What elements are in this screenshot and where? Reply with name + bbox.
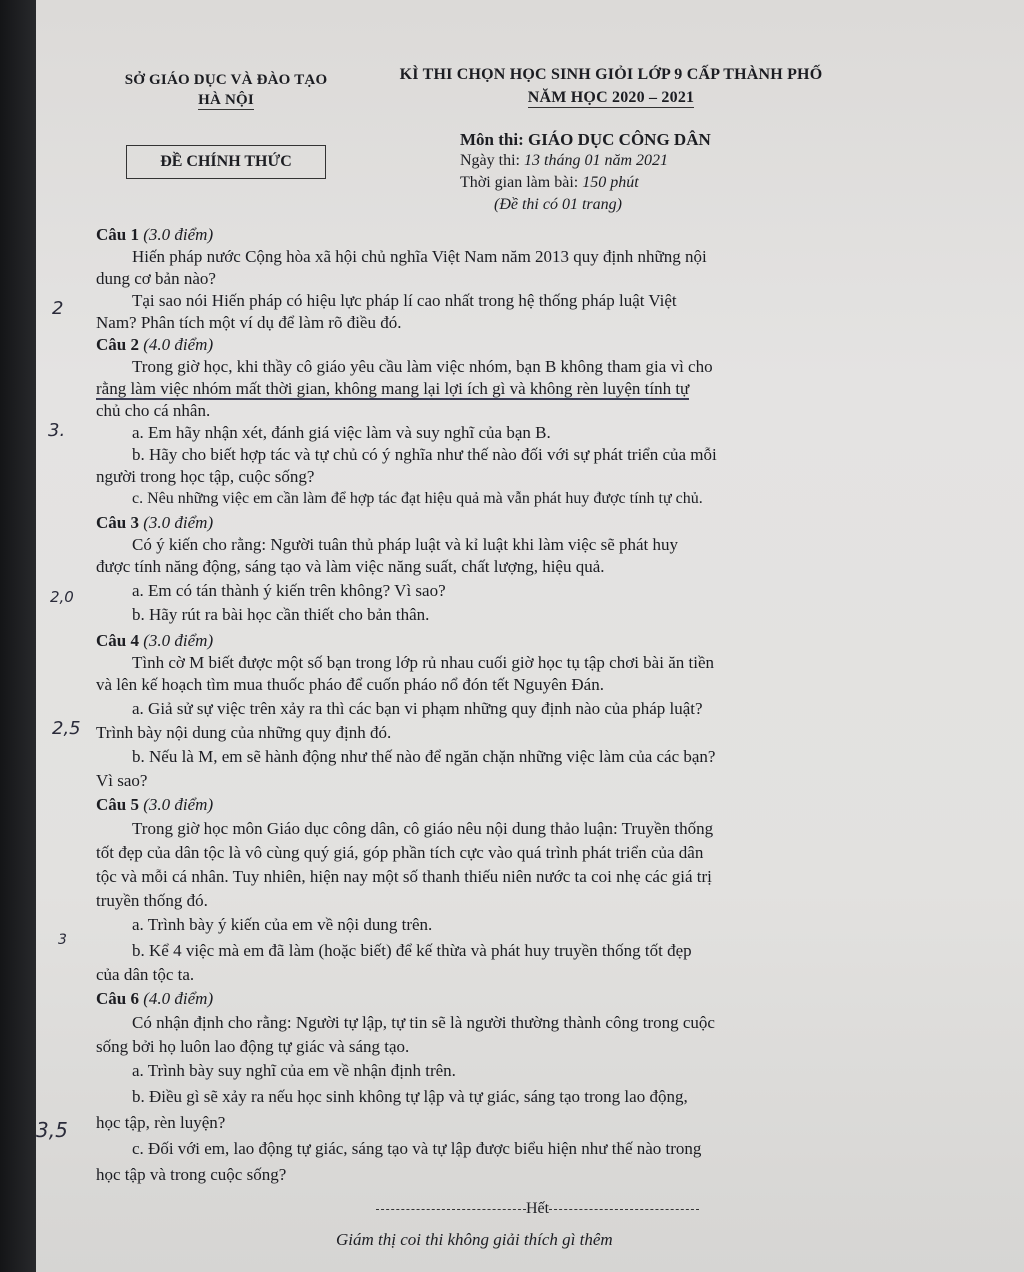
question-5-heading <box>96 794 896 816</box>
time-line <box>460 174 639 192</box>
question-3-line-4: b. Hãy rút ra bài học cần thiết cho bản thân. <box>132 605 430 624</box>
question-3-points: (3.0 điểm) <box>143 513 214 532</box>
background-edge <box>0 0 40 1272</box>
question-5-line-1: Trong giờ học môn Giáo dục công dân, cô giáo nêu nội dung thảo luận: Truyền thống <box>132 819 714 838</box>
question-1-line-4: Nam? Phân tích một ví dụ để làm rõ điều đó. <box>96 313 402 332</box>
handwritten-score-6: 3,5 <box>36 1118 68 1142</box>
question-1-title: Câu 1 <box>96 225 139 244</box>
time-value: 150 phút <box>582 174 639 191</box>
city-name-text: HÀ NỘI <box>198 92 254 108</box>
department-name: SỞ GIÁO DỤC VÀ ĐÀO TẠO <box>124 72 328 88</box>
handwritten-score-5: 3 <box>58 932 67 948</box>
handwritten-score-2: 3. <box>48 420 66 441</box>
question-2-line-3: chủ cho cá nhân. <box>96 401 211 420</box>
city-name <box>106 92 346 109</box>
subject-label: Môn thi: <box>460 130 524 149</box>
question-2-line-5: b. Hãy cho biết hợp tác và tự chủ có ý nghĩa như thế nào đối với sự phát triển của mỗi <box>132 445 717 464</box>
pages-note: (Đề thi có 01 trang) <box>494 196 622 213</box>
time-label: Thời gian làm bài: <box>460 174 579 191</box>
question-3-title: Câu 3 <box>96 513 139 532</box>
handwritten-score-3: 2,0 <box>50 588 74 606</box>
question-2-line-1: Trong giờ học, khi thầy cô giáo yêu cầu làm việc nhóm, bạn B không tham gia vì cho <box>132 357 713 376</box>
question-6-line-7: học tập và trong cuộc sống? <box>96 1165 287 1184</box>
question-4-points: (3.0 điểm) <box>143 631 214 650</box>
official-exam-box: ĐỀ CHÍNH THỨC <box>126 145 326 179</box>
question-2-title: Câu 2 <box>96 335 139 354</box>
question-3-line-1: Có ý kiến cho rằng: Người tuân thủ pháp luật và kỉ luật khi làm việc sẽ phát huy <box>132 535 679 554</box>
question-4-line-6: Vì sao? <box>96 771 148 790</box>
question-2-line-6: người trong học tập, cuộc sống? <box>96 467 315 486</box>
question-2-points: (4.0 điểm) <box>143 335 214 354</box>
question-5-points: (3.0 điểm) <box>143 795 214 814</box>
question-5-line-4: truyền thống đó. <box>96 891 208 910</box>
end-rule-right <box>549 1209 699 1210</box>
school-year-text: NĂM HỌC 2020 – 2021 <box>527 89 695 106</box>
question-5-line-5: a. Trình bày ý kiến của em về nội dung trên. <box>132 915 433 934</box>
date-line <box>460 152 668 170</box>
question-2-heading <box>96 334 896 356</box>
question-6-points: (4.0 điểm) <box>143 989 214 1008</box>
question-4-line-1: Tình cờ M biết được một số bạn trong lớp rủ nhau cuối giờ học tụ tập chơi bài ăn tiền <box>132 653 714 672</box>
question-5-line-6: b. Kể 4 việc mà em đã làm (hoặc biết) để kế thừa và phát huy truyền thống tốt đẹp <box>132 941 692 960</box>
question-1-line-1: Hiến pháp nước Cộng hòa xã hội chủ nghĩa Việt Nam năm 2013 quy định những nội <box>132 247 707 266</box>
question-2-line-4: a. Em hãy nhận xét, đánh giá việc làm và suy nghĩ của bạn B. <box>132 423 551 442</box>
question-6-heading <box>96 988 896 1010</box>
question-4-heading <box>96 630 896 652</box>
end-marker <box>376 1200 699 1218</box>
exam-title: KÌ THI CHỌN HỌC SINH GIỎI LỚP 9 CẤP THÀNH PHỐ <box>399 66 823 83</box>
question-5-line-3: tộc và mỗi cá nhân. Tuy nhiên, hiện nay một số thanh thiếu niên nước ta coi nhẹ các giá trị <box>96 867 712 886</box>
date-label: Ngày thi: <box>460 152 520 169</box>
question-6-line-4: b. Điều gì sẽ xảy ra nếu học sinh không tự lập và tự giác, sáng tạo trong lao động, <box>132 1087 688 1106</box>
handwritten-score-4: 2,5 <box>52 718 81 739</box>
question-6-title: Câu 6 <box>96 989 139 1008</box>
question-6-line-3: a. Trình bày suy nghĩ của em về nhận định trên. <box>132 1061 456 1080</box>
exam-paper <box>36 0 1024 1272</box>
school-year <box>366 89 856 107</box>
subject-line <box>460 130 711 150</box>
question-1-points: (3.0 điểm) <box>143 225 214 244</box>
question-3-line-3: a. Em có tán thành ý kiến trên không? Vì sao? <box>132 581 446 600</box>
question-4-line-2: và lên kế hoạch tìm mua thuốc pháo để cuốn pháo nổ đón tết Nguyên Đán. <box>96 675 604 694</box>
question-1-heading <box>96 224 896 246</box>
end-rule-left <box>376 1209 526 1210</box>
question-5-title: Câu 5 <box>96 795 139 814</box>
question-1-line-3: Tại sao nói Hiến pháp có hiệu lực pháp lí cao nhất trong hệ thống pháp luật Việt <box>132 291 677 310</box>
question-2-line-2-text: rằng làm việc nhóm mất thời gian, không mang lại lợi ích gì và không rèn luyện tính tự <box>96 379 690 398</box>
question-4-line-3: a. Giả sử sự việc trên xảy ra thì các bạn vi phạm những quy định nào của pháp luật? <box>132 699 703 718</box>
end-label: Hết <box>526 1200 550 1217</box>
question-4-title: Câu 4 <box>96 631 139 650</box>
question-2-line-2 <box>96 378 896 400</box>
question-6-line-6: c. Đối với em, lao động tự giác, sáng tạo và tự lập được biểu hiện như thế nào trong <box>132 1139 702 1158</box>
date-value: 13 tháng 01 năm 2021 <box>524 152 668 169</box>
question-3-line-2: được tính năng động, sáng tạo và làm việc năng suất, chất lượng, hiệu quả. <box>96 557 605 576</box>
question-6-line-5: học tập, rèn luyện? <box>96 1113 226 1132</box>
question-3-heading <box>96 512 896 534</box>
question-6-line-2: sống bởi họ luôn lao động tự giác và sáng tạo. <box>96 1037 410 1056</box>
question-6-line-1: Có nhận định cho rằng: Người tự lập, tự tin sẽ là người thường thành công trong cuộc <box>132 1013 715 1032</box>
question-2-line-7: c. Nêu những việc em cần làm để hợp tác đạt hiệu quả mà vẫn phát huy được tính tự chủ. <box>132 490 703 507</box>
question-5-line-2: tốt đẹp của dân tộc là vô cùng quý giá, góp phần tích cực vào quá trình phát triển của dân <box>96 843 704 862</box>
proctor-note: Giám thị coi thi không giải thích gì thêm <box>336 1230 613 1249</box>
subject-value: GIÁO DỤC CÔNG DÂN <box>528 130 711 149</box>
question-5-line-7: của dân tộc ta. <box>96 965 195 984</box>
question-4-line-4: Trình bày nội dung của những quy định đó. <box>96 723 392 742</box>
question-4-line-5: b. Nếu là M, em sẽ hành động như thế nào để ngăn chặn những việc làm của các bạn? <box>132 747 716 766</box>
handwritten-score-1: 2 <box>52 298 64 319</box>
question-1-line-2: dung cơ bản nào? <box>96 269 216 288</box>
